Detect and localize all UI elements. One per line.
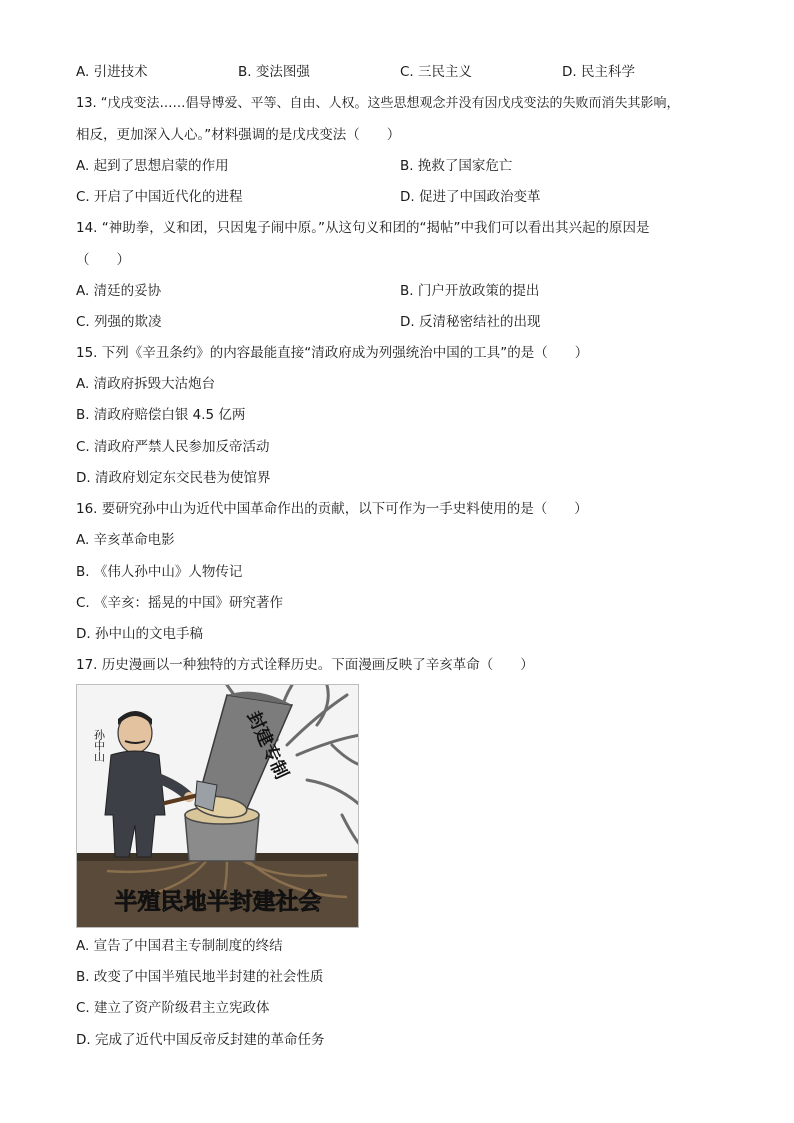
q13-option-d: D. 促进了中国政治变革: [400, 189, 541, 205]
q14-stem-line2: （ ）: [76, 252, 130, 268]
q17-option-b: B. 改变了中国半殖民地半封建的社会性质: [76, 969, 324, 985]
cartoon-banner: 半殖民地半封建社会: [114, 889, 322, 915]
q16-option-b: B. 《伟人孙中山》人物传记: [76, 564, 243, 580]
q13-option-b: B. 挽救了国家危亡: [400, 158, 513, 174]
q15-option-a: A. 清政府拆毁大沽炮台: [76, 376, 216, 392]
q14-option-c: C. 列强的欺凌: [76, 314, 162, 330]
q13-option-c: C. 开启了中国近代化的进程: [76, 189, 243, 205]
q12-option-c: C. 三民主义: [400, 64, 473, 80]
q15-stem: 15. 下列《辛丑条约》的内容最能直接“清政府成为列强统治中国的工具”的是（ ）: [76, 345, 589, 361]
q17-option-c: C. 建立了资产阶级君主立宪政体: [76, 1000, 270, 1016]
q12-option-a: A. 引进技术: [76, 64, 148, 80]
cartoon-image: [76, 684, 359, 928]
trunk-label: 封建专制: [242, 708, 292, 783]
q14-option-a: A. 清廷的妥协: [76, 283, 162, 299]
q14-option-b: B. 门户开放政策的提出: [400, 283, 540, 299]
q14-option-d: D. 反清秘密结社的出现: [400, 314, 541, 330]
q16-option-c: C. 《辛亥：摇晃的中国》研究著作: [76, 595, 284, 611]
q15-option-d: D. 清政府划定东交民巷为使馆界: [76, 470, 271, 486]
q15-option-b: B. 清政府赔偿白银 4.5 亿两: [76, 407, 246, 423]
q12-option-d: D. 民主科学: [562, 64, 635, 80]
q16-stem: 16. 要研究孙中山为近代中国革命作出的贡献，以下可作为一手史料使用的是（ ）: [76, 501, 588, 517]
q14-stem-line1: 14. “神助拳，义和团，只因鬼子闹中原。”从这句义和团的“揭帖”中我们可以看出其兴起的原因是: [76, 220, 650, 236]
q17-option-d: D. 完成了近代中国反帝反封建的革命任务: [76, 1032, 325, 1048]
q16-option-a: A. 辛亥革命电影: [76, 532, 175, 548]
q13-option-a: A. 起到了思想启蒙的作用: [76, 158, 229, 174]
q17-stem: 17. 历史漫画以一种独特的方式诠释历史。下面漫画反映了辛亥革命（ ）: [76, 657, 534, 673]
q15-option-c: C. 清政府严禁人民参加反帝活动: [76, 439, 270, 455]
q13-stem-line1: 13. “戊戌变法……倡导博爱、平等、自由、人权。这些思想观念并没有因戊戌变法的失败而消失其影响，: [76, 96, 680, 111]
q13-stem-line2: 相反，更加深入人心。”材料强调的是戊戌变法（ ）: [76, 127, 401, 143]
q17-option-a: A. 宣告了中国君主专制制度的终结: [76, 938, 283, 954]
q12-option-b: B. 变法图强: [238, 64, 310, 80]
figure-label: 孙中山: [92, 729, 106, 762]
q16-option-d: D. 孙中山的文电手稿: [76, 626, 203, 642]
